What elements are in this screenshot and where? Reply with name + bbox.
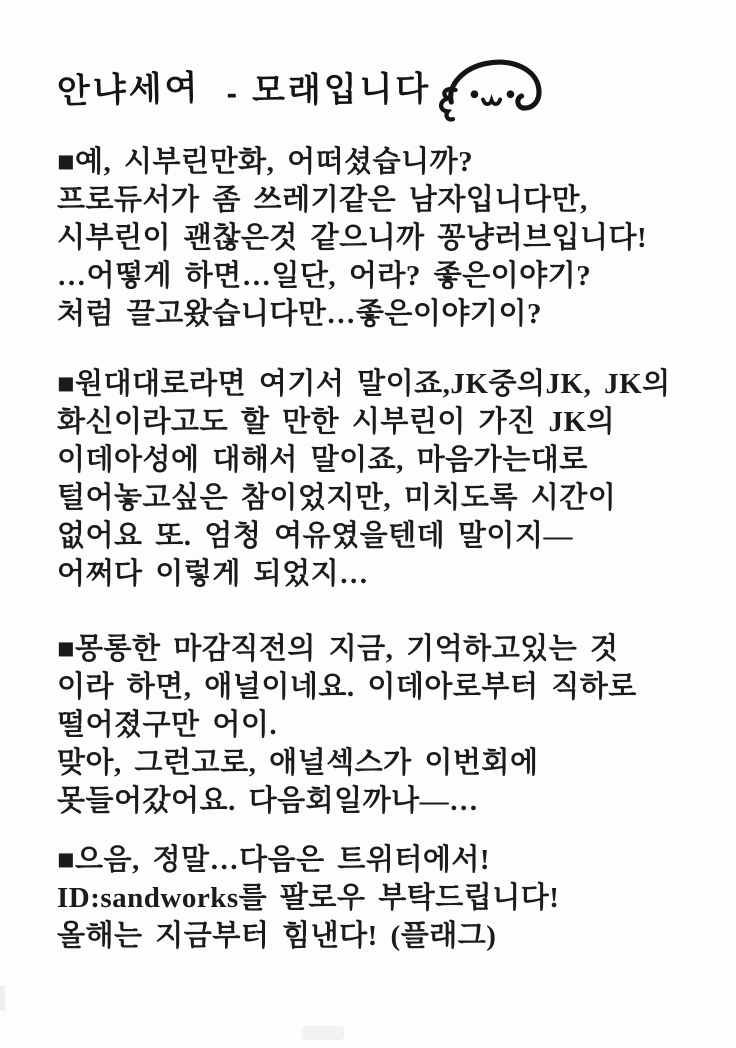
text-line: ■원대대로라면 여기서 말이죠,JK중의JK, JK의 [57,368,671,400]
paragraph-4 [57,841,706,955]
text-line: 어쩌다 이렇게 되었지… [57,558,369,590]
text-line: 처럼 끌고왔습니다만…좋은이야기이? [57,298,542,330]
text-line: 이데아성에 대해서 말이죠, 마음가는대로 [57,444,588,476]
text-line: 못들어갔어요. 다음회일까나—… [57,785,479,817]
text-line: 시부린이 괜찮은것 같으니까 꽁냥러브입니다! [57,222,648,254]
author-intro-text: 모래입니다 [252,69,432,111]
text-line: 이라 하면, 애널이네요. 이데아로부터 직하로 [57,671,637,703]
text-line: 화신이라고도 할 만한 시부린이 가진 JK의 [57,406,616,438]
separator-mark: - [226,80,241,110]
text-line: 털어놓고싶은 참이었지만, 미치도록 시간이 [57,482,617,514]
text-line: 떨어졌구만 어이. [57,709,278,741]
text-line: 맞아, 그런고로, 애널섹스가 이번회에 [57,747,539,779]
text-line: ID:sandworks를 팔로우 부탁드립니다! [57,882,560,914]
mascot-face-doodle-icon [433,54,545,135]
greeting-text: 안냐세여 [56,68,201,112]
text-line: 프로듀서가 좀 쓰레기같은 남자입니다만, [57,184,588,216]
paragraph-1 [57,143,706,333]
handwritten-header [57,62,545,135]
text-line: ■으음, 정말…다음은 트위터에서! [57,844,491,876]
paragraph-3 [57,630,706,820]
text-line: ■예, 시부린만화, 어떠셨습니까? [57,146,474,178]
text-line: …어떻게 하면…일단, 어라? 좋은이야기? [57,260,592,292]
paragraph-2 [57,365,706,593]
scan-artifact [302,1026,344,1040]
text-line: ■몽롱한 마감직전의 지금, 기억하고있는 것 [57,633,619,665]
text-line: 없어요 또. 엄청 여유였을텐데 말이지— [57,520,573,552]
scan-artifact [0,985,5,1011]
text-line: 올해는 지금부터 힘낸다! (플래그) [57,920,497,952]
